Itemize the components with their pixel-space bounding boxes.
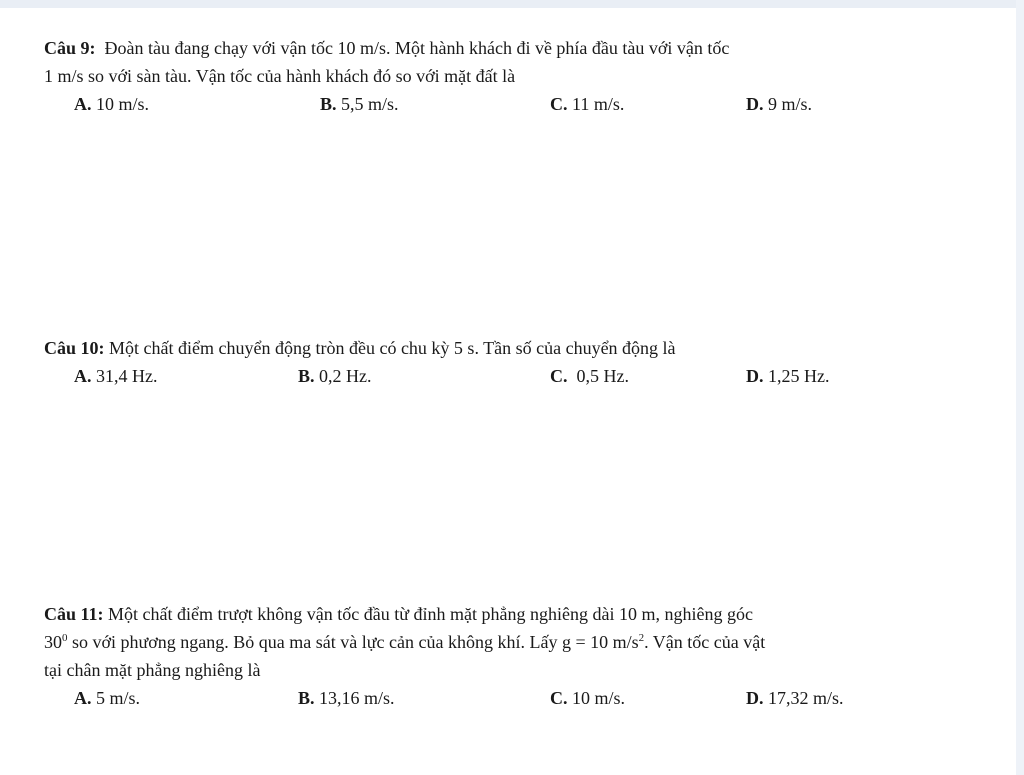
question-11-text-2-end: . Vận tốc của vật	[644, 632, 766, 652]
option-text: 31,4 Hz.	[91, 366, 158, 386]
question-10-line-1	[44, 334, 984, 362]
option-text: 0,2 Hz.	[314, 366, 372, 386]
question-9-option-b[interactable]	[320, 90, 399, 118]
question-9-label: Câu 9:	[44, 38, 96, 58]
question-10-option-d[interactable]	[746, 362, 830, 390]
option-text: 0,5 Hz.	[567, 366, 629, 386]
question-10	[44, 334, 984, 390]
option-key: C.	[550, 688, 568, 708]
question-11-line-3: tại chân mặt phẳng nghiêng là	[44, 660, 261, 680]
option-text: 10 m/s.	[567, 688, 626, 708]
question-11	[44, 600, 984, 712]
question-10-option-c[interactable]	[550, 362, 629, 390]
question-11-option-a[interactable]	[74, 684, 140, 712]
question-9-text-1: Đoàn tàu đang chạy với vận tốc 10 m/s. Một hành khách đi về phía đầu tàu với vận tốc	[95, 38, 730, 58]
top-border	[0, 0, 1024, 8]
option-key: D.	[746, 366, 764, 386]
question-9	[44, 34, 984, 118]
angle-value: 30	[44, 632, 62, 652]
option-key: A.	[74, 94, 92, 114]
option-text: 13,16 m/s.	[314, 688, 395, 708]
option-key: B.	[320, 94, 337, 114]
question-9-options	[44, 90, 984, 118]
option-text: 11 m/s.	[567, 94, 625, 114]
exponent-superscript: 2	[638, 632, 645, 644]
option-key: B.	[298, 366, 315, 386]
option-text: 1,25 Hz.	[763, 366, 830, 386]
question-11-text-2: so với phương ngang. Bỏ qua ma sát và lực cản của không khí. Lấy	[67, 632, 562, 652]
question-9-option-c[interactable]	[550, 90, 624, 118]
option-key: C.	[550, 366, 568, 386]
question-10-options	[44, 362, 984, 390]
question-11-line-1	[44, 600, 984, 628]
question-11-text-1: Một chất điểm trượt không vận tốc đầu từ đỉnh mặt phẳng nghiêng dài 10 m, nghiêng góc	[103, 604, 753, 624]
question-9-line-1	[44, 34, 984, 62]
option-text: 17,32 m/s.	[763, 688, 844, 708]
option-text: 10 m/s.	[91, 94, 150, 114]
question-11-option-c[interactable]	[550, 684, 625, 712]
question-11-label: Câu 11:	[44, 604, 104, 624]
question-9-option-a[interactable]	[74, 90, 149, 118]
option-key: A.	[74, 366, 92, 386]
question-9-option-d[interactable]	[746, 90, 812, 118]
option-text: 9 m/s.	[763, 94, 813, 114]
option-text: 5,5 m/s.	[336, 94, 399, 114]
question-10-text-1: Một chất điểm chuyển động tròn đều có chu kỳ 5 s. Tần số của chuyển động là	[104, 338, 676, 358]
question-10-label: Câu 10:	[44, 338, 105, 358]
option-key: D.	[746, 688, 764, 708]
option-key: C.	[550, 94, 568, 114]
question-10-option-b[interactable]	[298, 362, 372, 390]
option-text: 5 m/s.	[91, 688, 141, 708]
degree-superscript: 0	[62, 632, 68, 644]
right-border	[1016, 0, 1024, 775]
question-9-line-2: 1 m/s so với sàn tàu. Vận tốc của hành khách đó so với mặt đất là	[44, 66, 516, 86]
option-key: A.	[74, 688, 92, 708]
option-key: B.	[298, 688, 315, 708]
question-11-option-d[interactable]	[746, 684, 844, 712]
question-11-line-2	[44, 628, 984, 656]
question-10-option-a[interactable]	[74, 362, 158, 390]
question-11-options	[44, 684, 984, 712]
option-key: D.	[746, 94, 764, 114]
gravity-formula: g = 10 m/s	[561, 632, 639, 652]
question-11-option-b[interactable]	[298, 684, 395, 712]
